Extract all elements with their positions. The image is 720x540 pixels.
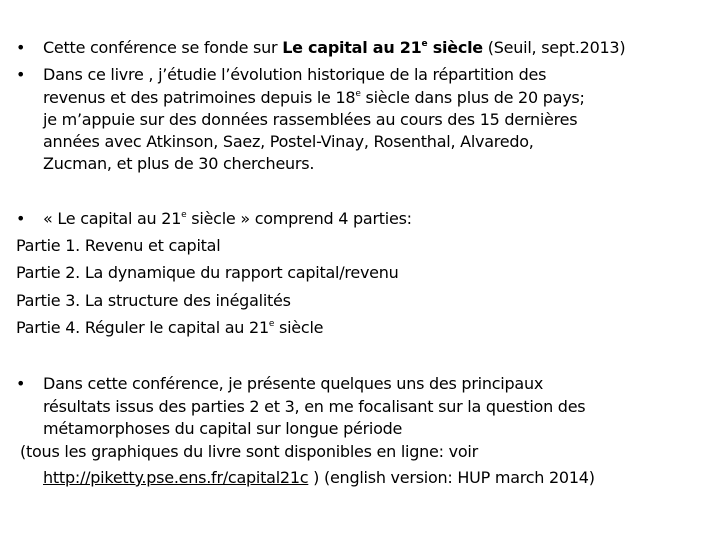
paragraph-line: (tous les graphiques du livre sont disponibles en ligne: voir	[20, 442, 478, 461]
text-span: siècle	[274, 318, 324, 337]
part-4	[16, 318, 323, 338]
paragraph-line: je m’appuie sur des données rassemblées au cours des 15 dernières	[43, 110, 578, 129]
bullet-text-book-reference	[43, 38, 625, 58]
text-span: « Le capital au 21	[43, 209, 182, 228]
bullet-marker: •	[16, 65, 26, 84]
book-title-end: siècle	[427, 38, 483, 57]
book-title: Le capital au 21	[282, 38, 422, 57]
paragraph-line: métamorphoses du capital sur longue période	[43, 419, 403, 438]
bullet-marker: •	[16, 374, 26, 393]
paragraph-line: Dans ce livre , j’étudie l’évolution historique de la répartition des	[43, 65, 547, 84]
part-2: Partie 2. La dynamique du rapport capital/revenu	[16, 263, 399, 282]
text-span: (Seuil, sept.2013)	[482, 38, 626, 57]
superscript: e	[355, 89, 361, 99]
paragraph-line: Dans cette conférence, je présente quelques uns des principaux	[43, 374, 544, 393]
text-span: siècle » comprend 4 parties:	[186, 209, 412, 228]
paragraph-line: résultats issus des parties 2 et 3, en me focalisant sur la question des	[43, 397, 586, 416]
superscript: e	[268, 319, 275, 329]
capital21c-link[interactable]: http://piketty.pse.ens.fr/capital21c	[43, 468, 309, 487]
paragraph-line	[43, 88, 585, 108]
paragraph-line: années avec Atkinson, Saez, Postel-Vinay, Rosenthal, Alvaredo,	[43, 132, 534, 151]
text-span: siècle dans plus de 20 pays;	[360, 88, 585, 107]
text-span: revenus et des patrimoines depuis le 18	[43, 88, 356, 107]
text-span: ) (english version: HUP march 2014)	[308, 468, 595, 487]
superscript: e	[181, 210, 187, 220]
text-span: Cette conférence se fonde sur	[43, 38, 283, 57]
text-span: Partie 4. Réguler le capital au 21	[16, 318, 269, 337]
bullet-marker: •	[16, 38, 26, 57]
link-line	[43, 468, 595, 488]
paragraph-line: Zucman, et plus de 30 chercheurs.	[43, 154, 315, 173]
bullet-marker: •	[16, 209, 26, 228]
part-1: Partie 1. Revenu et capital	[16, 236, 221, 255]
parts-intro	[43, 209, 412, 229]
part-3: Partie 3. La structure des inégalités	[16, 291, 291, 310]
superscript: e	[421, 39, 428, 49]
